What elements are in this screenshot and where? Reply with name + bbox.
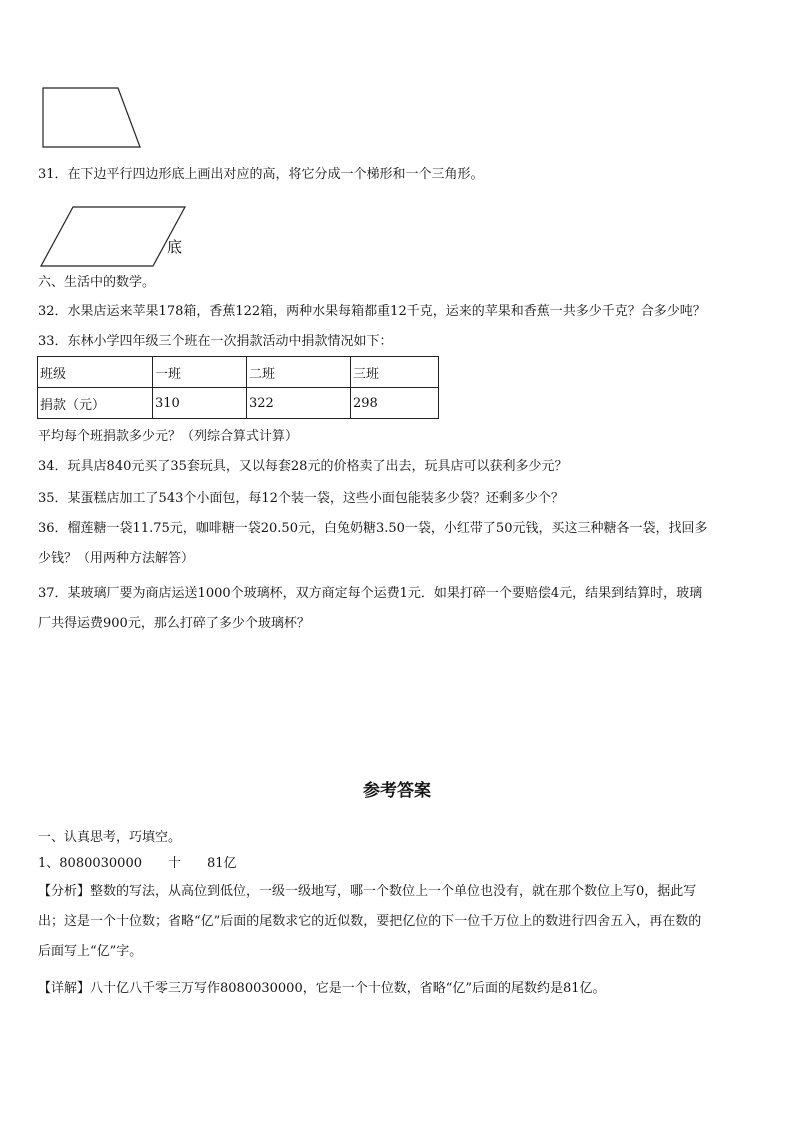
detail-line: 【详解】八十亿八千零三万写作8080030000，它是一个十位数，省略“亿”后面的尾数约是81亿。 [38,981,606,996]
table-cell: 捐款（元） [38,388,153,419]
question-34: 34．玩具店840元买了35套玩具，又以每套28元的价格卖了出去，玩具店可以获利多少元？ [38,459,568,474]
question-37-line-2: 厂共得运费900元，那么打碎了多少个玻璃杯？ [38,616,310,631]
analysis-line-2: 出；这是一个十位数；省略“亿”后面的尾数求它的近似数，要把亿位的下一位千万位上的数进行四舍五入，再在数的 [38,914,702,929]
question-35: 35．某蛋糕店加工了543个小面包，每12个装一袋，这些小面包能装多少袋？还剩多少个？ [38,491,564,506]
table-row [38,388,439,419]
table-cell: 298 [351,388,439,419]
question-36-line-2: 少钱？（用两种方法解答） [38,551,195,566]
question-36-line-1: 36．榴莲糖一袋11.75元，咖啡糖一袋20.50元，白兔奶糖3.50一袋，小红带了50元钱，买这三种糖各一袋，找回多 [38,521,708,536]
table-cell: 322 [247,388,351,419]
table-cell: 班级 [38,357,153,388]
answers-title: 参考答案 [363,781,431,801]
table-header-row [38,357,439,388]
parallelogram-figure [0,0,794,280]
base-label: 底 [167,238,183,256]
answer-1: 1、8080030000 十 81亿 [38,856,237,871]
table-cell: 三班 [351,357,439,388]
donation-table [37,356,439,419]
question-37-line-1: 37．某玻璃厂要为商店运送1000个玻璃杯，双方商定每个运费1元．如果打碎一个要赔偿4元，结果到结算时，玻璃 [38,586,703,601]
answers-section-1: 一、认真思考，巧填空。 [38,830,182,845]
analysis-line-3: 后面写上“亿”字。 [38,944,143,959]
question-31: 31．在下边平行四边形底上画出对应的高，将它分成一个梯形和一个三角形。 [38,167,484,182]
table-cell: 二班 [247,357,351,388]
section-6-heading: 六、生活中的数学。 [38,275,156,290]
question-33: 33．东林小学四年级三个班在一次捐款活动中捐款情况如下： [38,334,393,349]
analysis-line-1: 【分析】整数的写法，从高位到低位，一级一级地写，哪一个数位上一个单位也没有，就在那个数位上写0，据此写 [38,884,697,899]
question-33-ask: 平均每个班捐款多少元？（列综合算式计算） [38,429,299,444]
question-32: 32．水果店运来苹果178箱，香蕉122箱，两种水果每箱都重12千克，运来的苹果和香蕉一共多少千克？合多少吨？ [38,304,706,319]
table-cell: 一班 [153,357,247,388]
table-cell: 310 [153,388,247,419]
